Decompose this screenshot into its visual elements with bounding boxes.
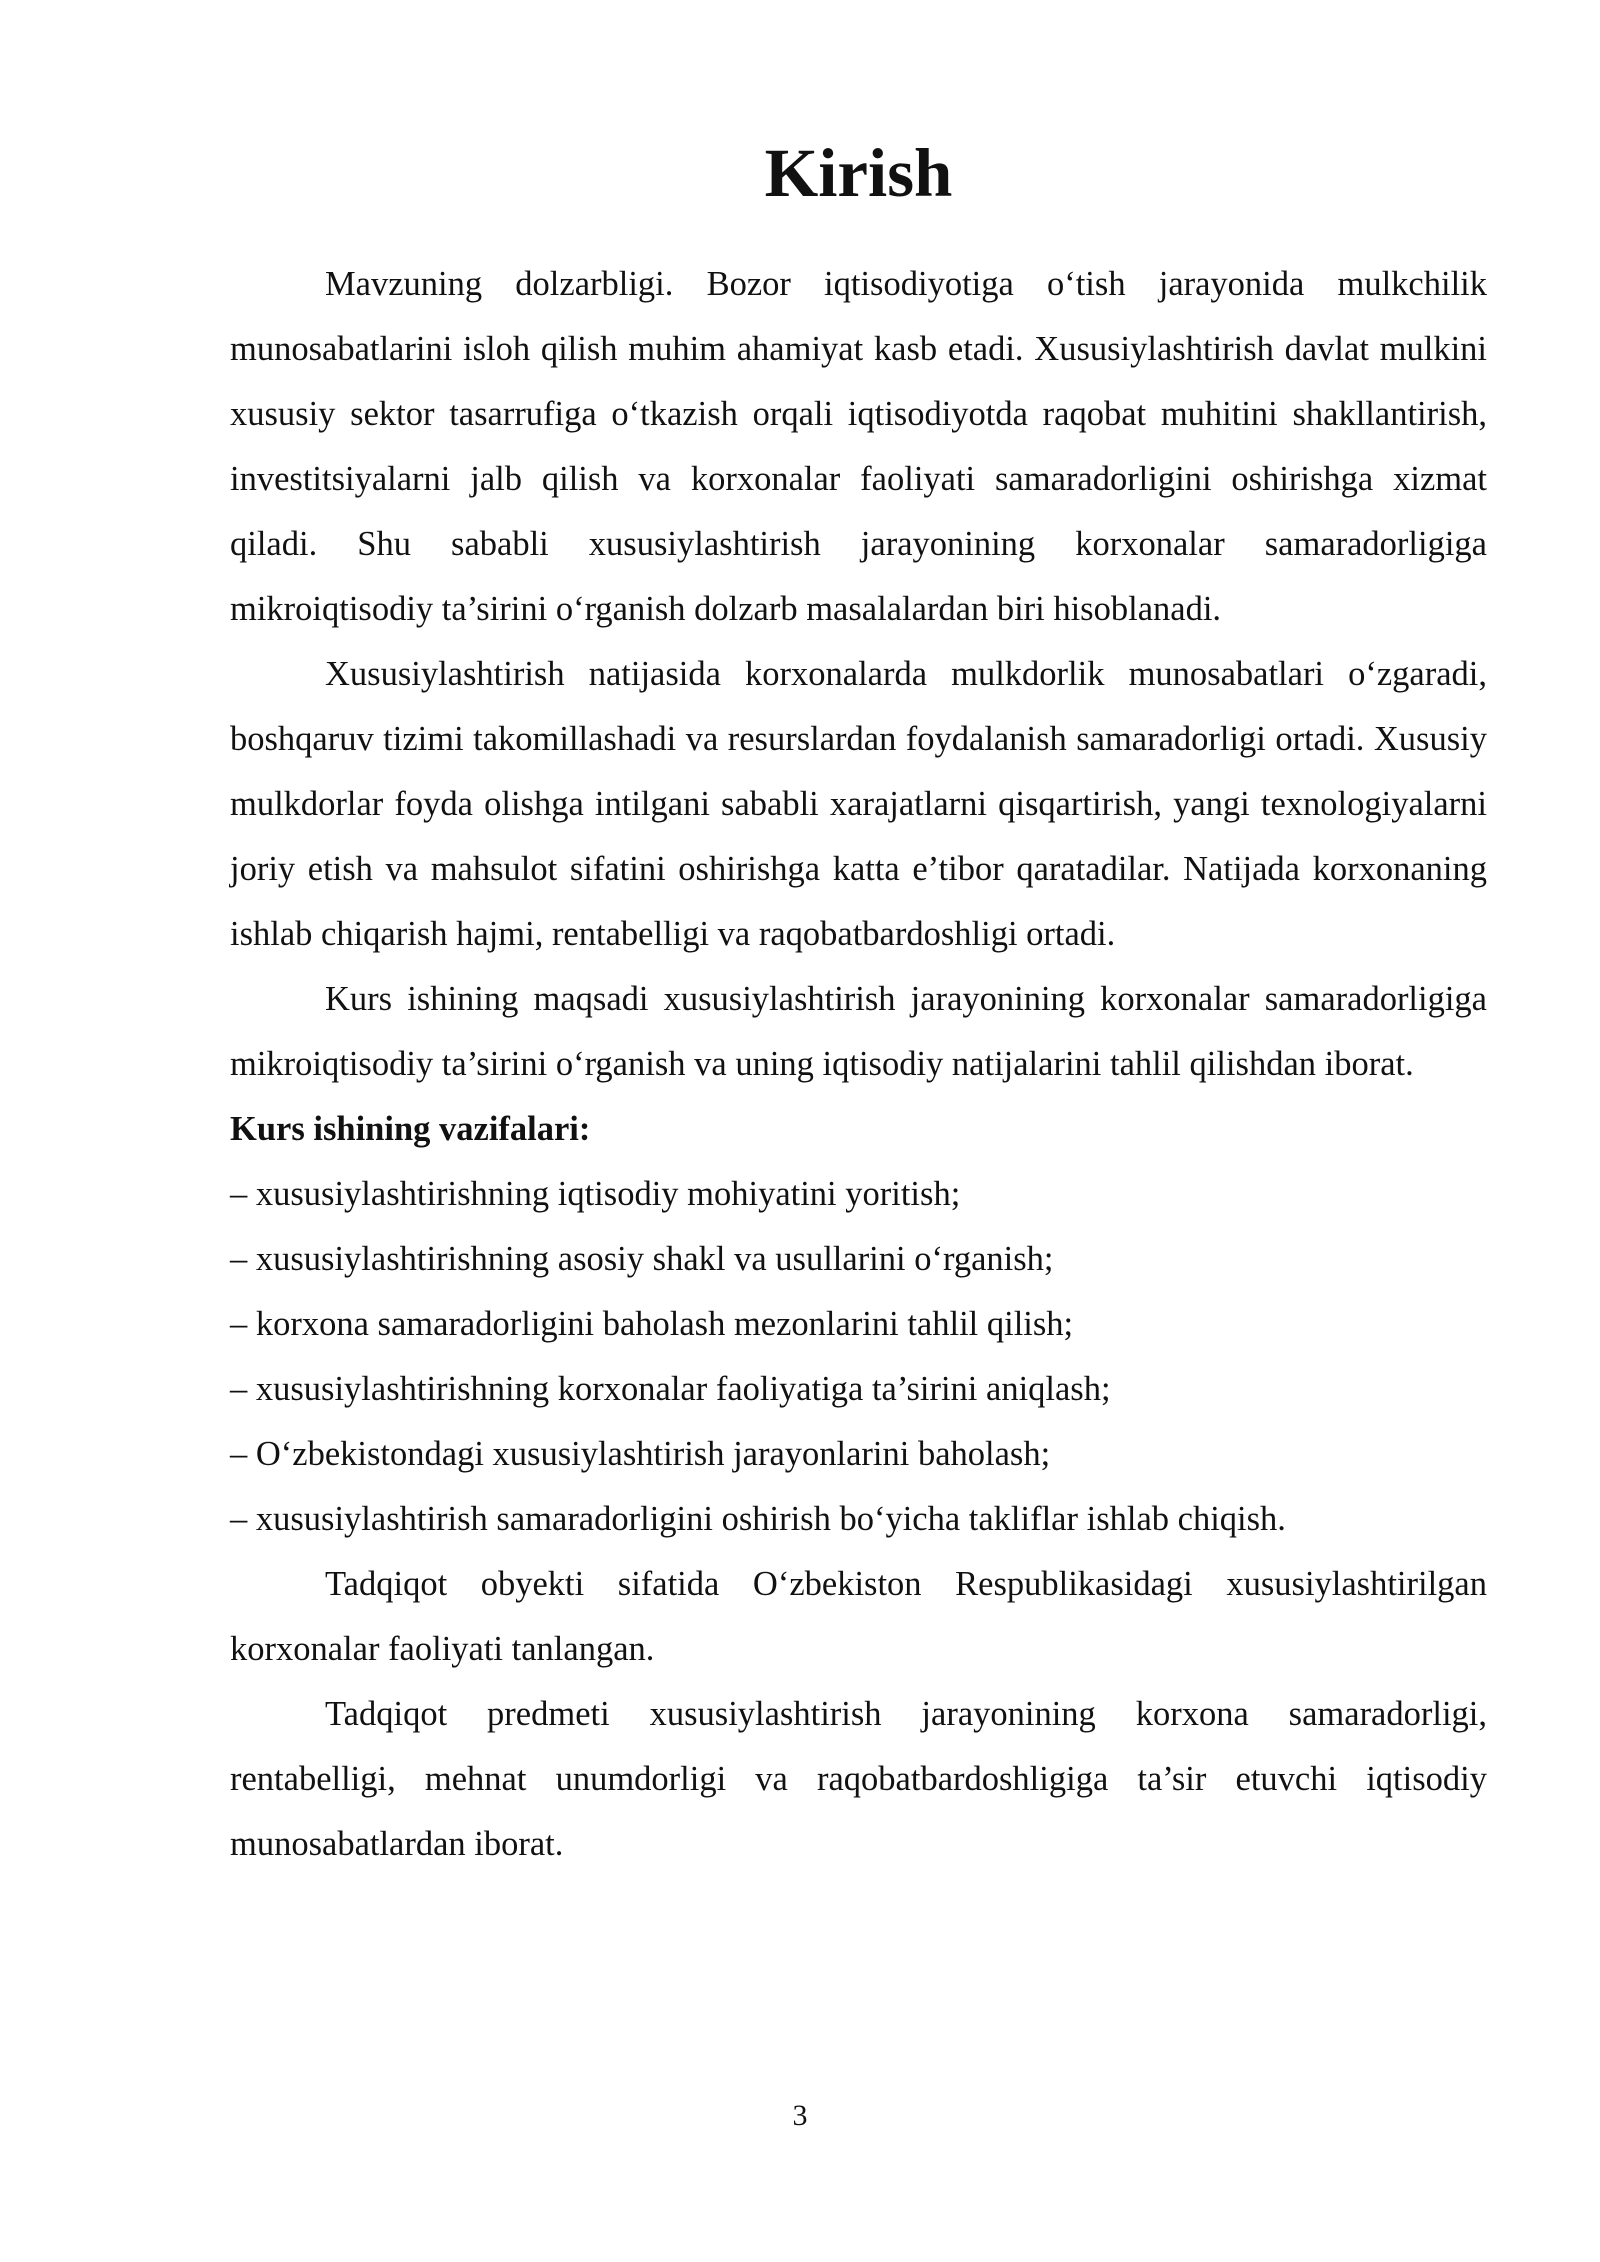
task-item: – korxona samaradorligini baholash mezonlarini tahlil qilish; — [230, 1305, 1074, 1343]
task-item: – xususiylashtirish samaradorligini oshirish bo‘yicha takliflar ishlab chiqish. — [230, 1500, 1286, 1538]
paragraph-relevance: Mavzuning dolzarbligi. Bozor iqtisodiyotiga o‘tish jarayonida mulkchilik munosabatlarini isloh qilish muhim ahamiyat kasb etadi. Xususiylashtirish davlat mulkini xususiy sektor tasarrufiga o‘tkazish orqali iqtisodiyotda raqobat muhitini shakllantirish, investitsiyalarni jalb qilish va korxonalar faoliyati samaradorligini oshirishga xizmat qiladi. Shu sababli xususiylashtirish jarayonining korxonalar samaradorligiga mikroiqtisodiy ta’sirini o‘rganish dolzarb masalalardan biri hisoblanadi. — [230, 265, 1487, 628]
task-item: – O‘zbekistondagi xususiylashtirish jarayonlarini baholash; — [230, 1435, 1051, 1473]
page-number: 3 — [792, 2099, 808, 2132]
task-item: – xususiylashtirishning korxonalar faoliyatiga ta’sirini aniqlash; — [230, 1370, 1111, 1408]
page-title: Kirish — [764, 135, 953, 211]
task-item: – xususiylashtirishning iqtisodiy mohiyatini yoritish; — [230, 1175, 961, 1213]
paragraph-course-goal: Kurs ishining maqsadi xususiylashtirish jarayonining korxonalar samaradorligiga mikroiqtisodiy ta’sirini o‘rganish va uning iqtisodiy natijalarini tahlil qilishdan iborat. — [230, 980, 1487, 1083]
tasks-heading: Kurs ishining vazifalari: — [230, 1110, 591, 1148]
task-item: – xususiylashtirishning asosiy shakl va usullarini o‘rganish; — [230, 1240, 1054, 1278]
paragraph-research-subject: Tadqiqot predmeti xususiylashtirish jarayonining korxona samaradorligi, rentabelligi, mehnat unumdorligi va raqobatbardoshligiga ta’sir etuvchi iqtisodiy munosabatlardan iborat. — [230, 1695, 1487, 1863]
title-spacing — [230, 210, 1487, 252]
paragraph-research-object: Tadqiqot obyekti sifatida O‘zbekiston Respublikasidagi xususiylashtirilgan korxonalar faoliyati tanlangan. — [230, 1565, 1487, 1668]
page-content — [230, 135, 1487, 1877]
paragraph-privatization-effects: Xususiylashtirish natijasida korxonalarda mulkdorlik munosabatlari o‘zgaradi, boshqaruv tizimi takomillashadi va resurslardan foydalanish samaradorligi ortadi. Xususiy mulkdorlar foyda olishga intilgani sababli xarajatlarni qisqartirish, yangi texnologiyalarni joriy etish va mahsulot sifatini oshirishga katta e’tibor qaratadilar. Natijada korxonaning ishlab chiqarish hajmi, rentabelligi va raqobatbardoshligi ortadi. — [230, 655, 1487, 953]
